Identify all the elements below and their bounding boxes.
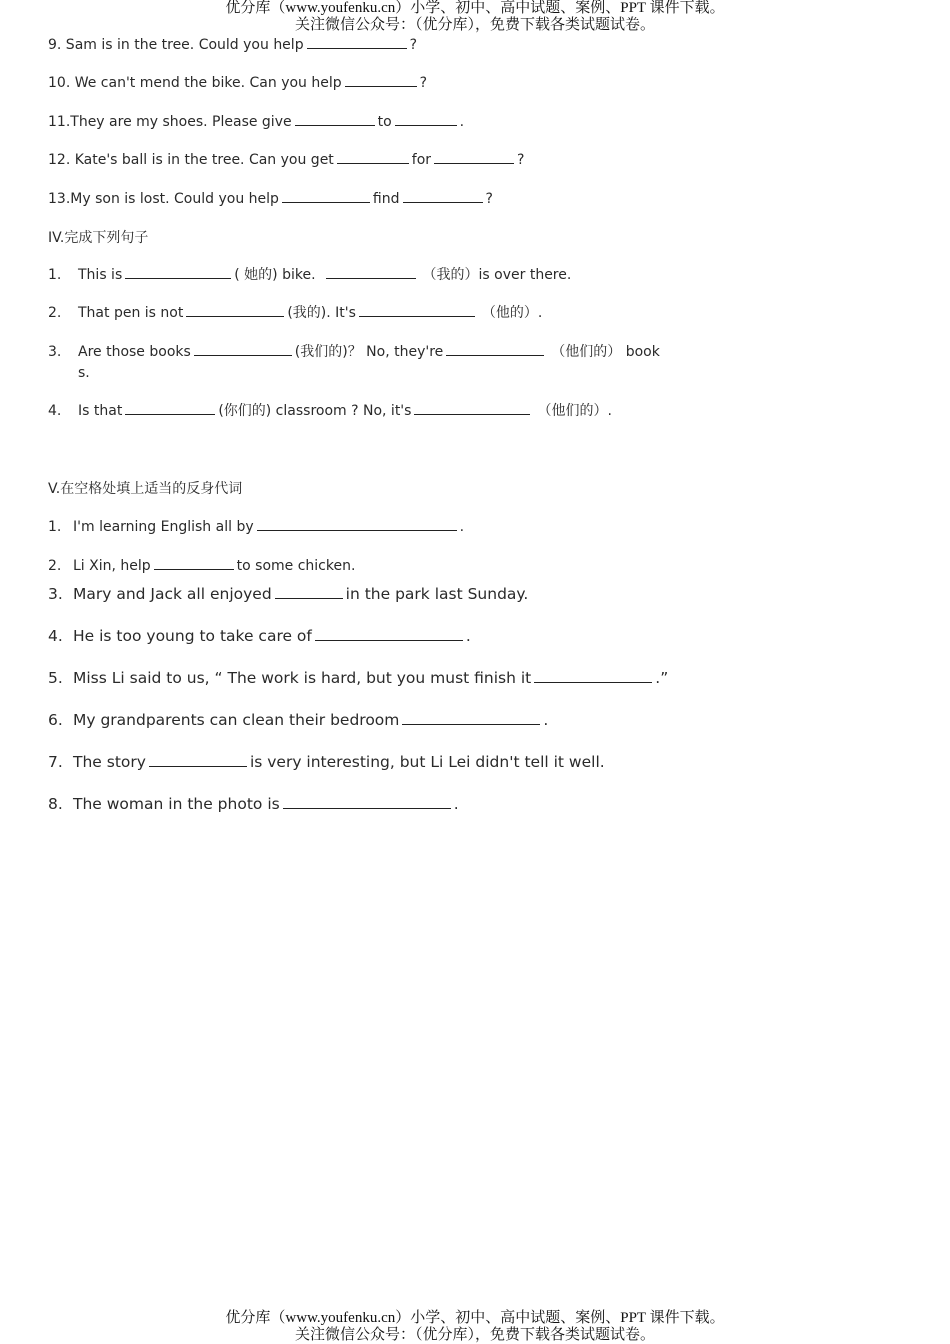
question-text: to some chicken. [236, 558, 356, 574]
question-text: The woman in the photo is [73, 795, 280, 813]
question-text: 13.My son is lost. Could you help [48, 191, 279, 207]
question-10 [48, 73, 427, 92]
question-13 [48, 189, 493, 208]
header-line-1: 优分库（www.youfenku.cn）小学、初中、高中试题、案例、PPT 课件下载。 [225, 0, 725, 16]
section-heading: V.在空格处填上适当的反身代词 [48, 481, 243, 497]
answer-blank[interactable] [414, 401, 530, 415]
item-number: 3. [48, 585, 63, 603]
footer-line-2: 关注微信公众号：（优分库），免费下载各类试题试卷。 [294, 1327, 655, 1343]
question-text: . [465, 627, 471, 645]
answer-blank[interactable] [282, 189, 370, 203]
question-text: Is that [78, 403, 123, 419]
question-text: is very interesting, but Li Lei didn't tell it well. [249, 753, 605, 771]
answer-blank[interactable] [446, 342, 544, 356]
question-text: Are those books [78, 344, 191, 360]
section4-item-3 [48, 342, 660, 361]
wrapped-text: s. [78, 365, 90, 381]
item-number: 1. [48, 267, 62, 283]
item-number: 7. [48, 753, 63, 771]
item-number: 8. [48, 795, 63, 813]
item-number: 2. [48, 558, 62, 574]
question-text: My grandparents can clean their bedroom [73, 711, 400, 729]
answer-blank[interactable] [275, 585, 343, 599]
answer-blank[interactable] [125, 265, 231, 279]
question-text: The story [73, 753, 146, 771]
answer-blank[interactable] [149, 753, 247, 767]
answer-blank[interactable] [257, 517, 457, 531]
question-text: . [453, 795, 459, 813]
question-text: （他们的）. [537, 403, 612, 419]
question-text: Miss Li said to us, “ The work is hard, but you must finish it [73, 669, 532, 687]
header-line-2: 关注微信公众号：（优分库），免费下载各类试题试卷。 [294, 17, 655, 33]
section5-item-3 [48, 585, 528, 603]
answer-blank[interactable] [434, 150, 514, 164]
question-text: I'm learning English all by [73, 519, 254, 535]
question-12 [48, 150, 524, 169]
answer-blank[interactable] [395, 112, 457, 126]
item-number: 5. [48, 669, 63, 687]
question-text: find [372, 191, 400, 207]
question-text: ( 她的) bike. [234, 267, 316, 283]
question-text: 12. Kate's ball is in the tree. Can you get [48, 152, 334, 168]
section-heading: IV.完成下列句子 [48, 230, 149, 246]
answer-blank[interactable] [186, 303, 284, 317]
question-text: That pen is not [78, 305, 184, 321]
question-text: Mary and Jack all enjoyed [73, 585, 272, 603]
question-text: (我的). It's [287, 305, 356, 321]
question-text: ? [419, 75, 428, 91]
question-text: .” [655, 669, 669, 687]
question-text: . [543, 711, 549, 729]
question-9 [48, 35, 417, 54]
section5-item-5 [48, 669, 668, 687]
section5-item-6 [48, 711, 548, 729]
question-text: He is too young to take care of [73, 627, 312, 645]
question-text: (我们的)？ No, they're [294, 344, 444, 360]
answer-blank[interactable] [534, 669, 652, 683]
question-text: This is [78, 267, 123, 283]
answer-blank[interactable] [345, 73, 417, 87]
question-text: （他们的） book [551, 344, 660, 360]
question-text: Li Xin, help [73, 558, 151, 574]
section4-item-4 [48, 401, 612, 420]
answer-blank[interactable] [315, 627, 463, 641]
question-text: in the park last Sunday. [345, 585, 529, 603]
answer-blank[interactable] [403, 189, 483, 203]
item-number: 4. [48, 627, 63, 645]
answer-blank[interactable] [359, 303, 475, 317]
question-text: （他的）. [481, 305, 543, 321]
question-text: 10. We can't mend the bike. Can you help [48, 75, 342, 91]
footer-line-1: 优分库（www.youfenku.cn）小学、初中、高中试题、案例、PPT 课件下载。 [225, 1310, 725, 1326]
question-text: for [411, 152, 432, 168]
answer-blank[interactable] [154, 556, 234, 570]
section5-item-7 [48, 753, 605, 771]
question-text: ? [409, 37, 418, 53]
page-footer [0, 1310, 950, 1344]
question-text: ? [485, 191, 493, 207]
question-text: (你们的) classroom ? No, it's [218, 403, 412, 419]
answer-blank[interactable] [326, 265, 416, 279]
answer-blank[interactable] [295, 112, 375, 126]
question-text: to [377, 114, 392, 130]
question-text: ? [517, 152, 525, 168]
question-text: . [459, 114, 465, 130]
item-number: 3. [48, 344, 62, 360]
answer-blank[interactable] [337, 150, 409, 164]
section5-item-8 [48, 795, 459, 813]
question-11 [48, 112, 464, 131]
section5-item-2 [48, 556, 355, 575]
answer-blank[interactable] [125, 401, 215, 415]
answer-blank[interactable] [402, 711, 540, 725]
question-text: 11.They are my shoes. Please give [48, 114, 292, 130]
item-number: 6. [48, 711, 63, 729]
question-text: . [459, 519, 465, 535]
question-text: 9. Sam is in the tree. Could you help [48, 37, 304, 53]
item-number: 2. [48, 305, 62, 321]
item-number: 4. [48, 403, 62, 419]
question-text: （我的）is over there. [422, 267, 572, 283]
answer-blank[interactable] [283, 795, 451, 809]
section5-item-1 [48, 517, 464, 536]
item-number: 1. [48, 519, 62, 535]
section5-item-4 [48, 627, 471, 645]
section4-item-1 [48, 265, 571, 284]
answer-blank[interactable] [307, 35, 407, 49]
answer-blank[interactable] [194, 342, 292, 356]
page-header [0, 0, 950, 34]
section4-item-2 [48, 303, 542, 322]
